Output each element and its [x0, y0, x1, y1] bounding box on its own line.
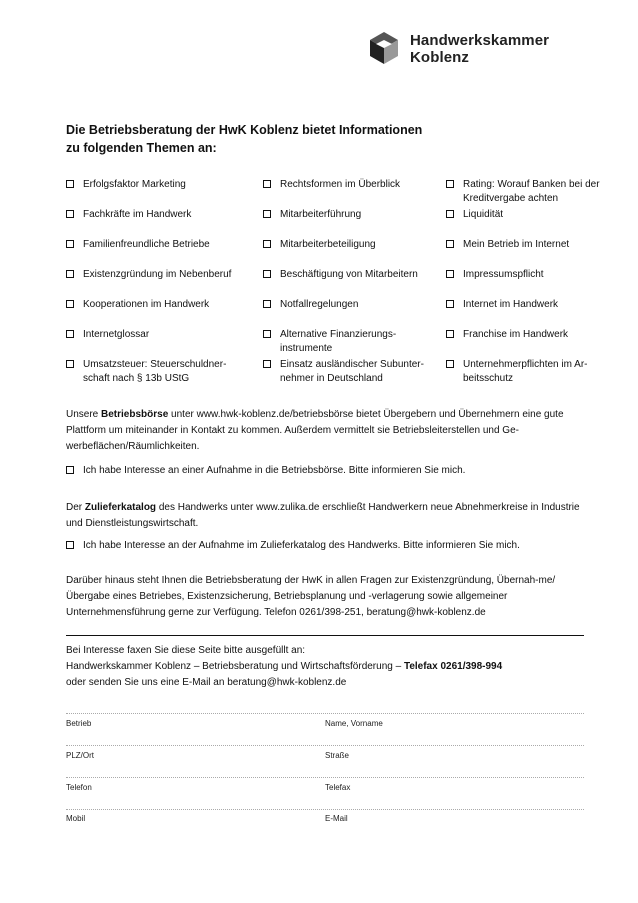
field-name[interactable]: Name, Vorname: [325, 719, 383, 728]
topic-item[interactable]: Mitarbeiterführung: [263, 208, 439, 222]
field-mobil[interactable]: Mobil: [66, 814, 86, 823]
topic-item[interactable]: Fachkräfte im Handwerk: [66, 208, 246, 222]
field-line: [66, 713, 584, 714]
heading-line1: Die Betriebsberatung der HwK Koblenz bietet Informationen: [66, 123, 423, 137]
topic-item[interactable]: Existenzgründung im Nebenberuf: [66, 268, 251, 282]
field-line: [66, 777, 584, 778]
page-heading: [66, 121, 486, 157]
boerse-interest-check[interactable]: Ich habe Interesse an einer Aufnahme in die Betriebsbörse. Bitte informieren Sie mich.: [66, 464, 586, 478]
fax-number: Telefax 0261/398-994: [403, 661, 503, 672]
checkbox[interactable]: [446, 210, 454, 218]
topic-item[interactable]: Internet im Handwerk: [446, 298, 622, 312]
topic-item[interactable]: Familienfreundliche Betriebe: [66, 238, 246, 252]
field-email[interactable]: E-Mail: [325, 814, 348, 823]
field-line: [66, 809, 584, 810]
checkbox[interactable]: [263, 240, 271, 248]
heading-line2: zu folgenden Themen an:: [66, 141, 217, 155]
field-betrieb[interactable]: Betrieb: [66, 719, 92, 728]
topic-item[interactable]: Liquidität: [446, 208, 622, 222]
logo-line1: Handwerkskammer: [410, 32, 550, 49]
checkbox[interactable]: [66, 210, 74, 218]
topic-item[interactable]: Beschäftigung von Mitarbeitern: [263, 268, 445, 282]
topic-item[interactable]: Alternative Finanzierungs-instrumente: [263, 328, 433, 356]
topic-item[interactable]: Rating: Worauf Banken bei der Kreditvergabe achten: [446, 178, 622, 206]
field-plz-ort[interactable]: PLZ/Ort: [66, 751, 95, 760]
boerse-bold: Betriebsbörse: [101, 409, 169, 420]
topic-item[interactable]: Mitarbeiterbeteiligung: [263, 238, 439, 252]
checkbox[interactable]: [263, 300, 271, 308]
divider: [66, 635, 584, 636]
checkbox[interactable]: [446, 300, 454, 308]
checkbox[interactable]: [66, 180, 74, 188]
field-telefon[interactable]: Telefon: [66, 783, 92, 792]
topic-item[interactable]: Kooperationen im Handwerk: [66, 298, 246, 312]
topic-item[interactable]: Rechtsformen im Überblick: [263, 178, 439, 192]
checkbox[interactable]: [66, 466, 74, 474]
hwk-logo-mark: [366, 30, 402, 66]
topic-item[interactable]: Mein Betrieb im Internet: [446, 238, 622, 252]
checkbox[interactable]: [446, 180, 454, 188]
boerse-paragraph: Unsere Betriebsbörse unter www.hwk-koblenz.de/betriebsbörse bietet Übergebern und Übernehmern eine gute Plattform um miteinander in Kontakt zu kommen. Außerdem vermittelt sie Betriebsleiterstellen und Ge-werbeflächen/Räumlichkeiten.: [66, 409, 564, 452]
topic-item[interactable]: Einsatz ausländischer Subunter-nehmer in Deutschland: [263, 358, 439, 386]
contact-form: [66, 713, 584, 833]
checkbox[interactable]: [446, 240, 454, 248]
topic-item[interactable]: Impressumspflicht: [446, 268, 622, 282]
checkbox[interactable]: [263, 360, 271, 368]
logo-line2: Koblenz: [410, 49, 470, 66]
topic-item[interactable]: Umsatzsteuer: Steuerschuldner-schaft nach § 13b UStG: [66, 358, 244, 386]
checkbox[interactable]: [66, 240, 74, 248]
checkbox[interactable]: [263, 180, 271, 188]
checkbox[interactable]: [66, 270, 74, 278]
topic-item[interactable]: Notfallregelungen: [263, 298, 439, 312]
topic-item[interactable]: Unternehmerpflichten im Ar-beitsschutz: [446, 358, 596, 386]
field-line: [66, 745, 584, 746]
field-telefax[interactable]: Telefax: [325, 783, 351, 792]
topic-item[interactable]: Franchise im Handwerk: [446, 328, 622, 342]
topic-item[interactable]: Erfolgsfaktor Marketing: [66, 178, 246, 192]
field-strasse[interactable]: Straße: [325, 751, 350, 760]
zuliefer-interest-check[interactable]: Ich habe Interesse an der Aufnahme im Zulieferkatalog des Handwerks. Bitte informieren Sie mich.: [66, 539, 586, 553]
fax-info: Bei Interesse faxen Sie diese Seite bitte ausgefüllt an: Handwerkskammer Koblenz – Betriebsberatung und Wirtschaftsförderung – Telefax 0261/398-994 oder senden Sie uns eine E-Mail an beratung@hwk-koblenz.de: [66, 645, 503, 688]
checkbox[interactable]: [263, 330, 271, 338]
hwk-logo-text: [410, 32, 549, 66]
hwk-logo: [366, 30, 556, 70]
checkbox[interactable]: [446, 360, 454, 368]
general-paragraph: Darüber hinaus steht Ihnen die Betriebsberatung der HwK in allen Fragen zur Existenzgründung, Übernah-me/Übergabe eines Betriebes, Existenzsicherung, Betriebsplanung und -verlagerung sowie allgemeiner Unternehmensführung gerne zur Verfügung. Telefon 0261/398-251, beratung@hwk-koblenz.de: [66, 575, 556, 618]
checkbox[interactable]: [446, 270, 454, 278]
checkbox[interactable]: [66, 541, 74, 549]
checkbox[interactable]: [263, 270, 271, 278]
checkbox[interactable]: [66, 360, 74, 368]
zuliefer-bold: Zulieferkatalog: [84, 502, 157, 513]
checkbox[interactable]: [263, 210, 271, 218]
checkbox[interactable]: [66, 330, 74, 338]
zuliefer-paragraph: Der Zulieferkatalog des Handwerks unter www.zulika.de erschließt Handwerkern neue Abnehmerkreise in Industrie und Dienstleistungswirtschaft.: [66, 502, 580, 529]
checkbox[interactable]: [446, 330, 454, 338]
topic-item[interactable]: Internetglossar: [66, 328, 246, 342]
checkbox[interactable]: [66, 300, 74, 308]
